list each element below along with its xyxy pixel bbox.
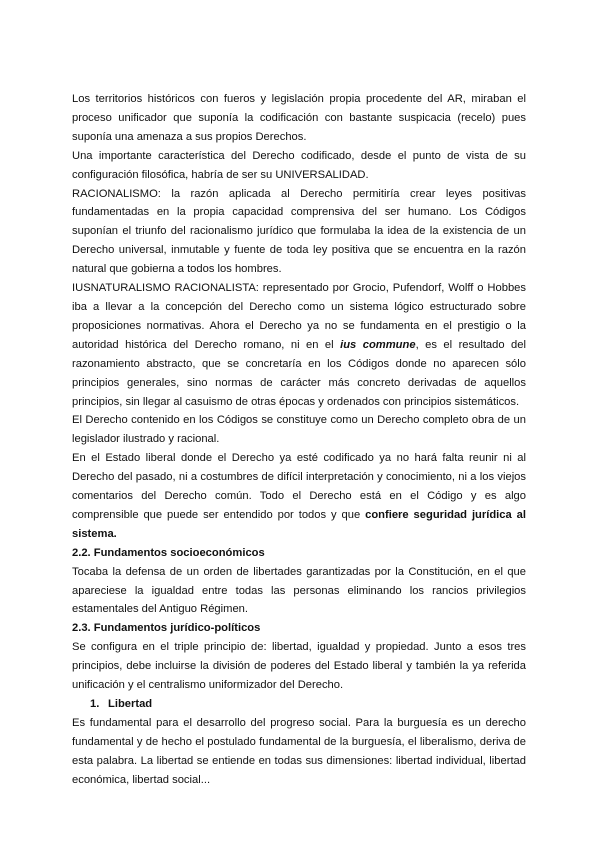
iusnaturalismo-text-a: IUSNATURALISMO RACIONALISTA: representado por Grocio, Pufendorf, Wolff o Hobbes iba a llevar a la concepción del Derecho como un sistema lógico estructurado sobre proposiciones normativas. Ahora el Derecho ya no se fundamenta en el prestigio o la autoridad histórica del Derecho romano, ni en el <box>72 282 526 351</box>
paragraph-universalidad: Una importante característica del Derecho codificado, desde el punto de vista de su configuración filosófica, habría de ser su UNIVERSALIDAD. <box>72 149 526 181</box>
heading-fundamentos-juridico-politicos: 2.3. Fundamentos jurídico-políticos <box>72 622 261 635</box>
seguridad-juridica-emphasis: confiere seguridad jurídica al sistema. <box>72 508 526 540</box>
paragraph-iusnaturalismo <box>72 279 526 411</box>
paragraph-libertades: Tocaba la defensa de un orden de libertades garantizadas por la Constitución, en el que apareciese la igualdad entre todas las personas eliminando los rancios privilegios estamentales del Antiguo Régimen. <box>72 565 526 616</box>
heading-libertad <box>72 695 526 714</box>
list-number: 1. <box>90 698 100 710</box>
iusnaturalismo-text-b: , es el resultado del razonamiento abstracto, que se concretaría en los Códigos donde no aparecen sólo principios generales, sino normas de carácter más concreto derivadas de aquellos principios, sin llegar al casuismo de otras épocas y ordenados con principios sistemáticos. <box>72 338 526 408</box>
estado-liberal-text: En el Estado liberal donde el Derecho ya esté codificado ya no hará falta reunir ni al Derecho del pasado, ni a costumbres de difícil interpretación y conocimiento, ni a los viejos comentarios del Derecho común. Todo el Derecho está en el Código y es algo comprensible que puede ser entendido por todos y que <box>72 452 526 521</box>
paragraph-estado-liberal <box>72 449 526 544</box>
ius-commune-term: ius commune <box>340 338 416 351</box>
heading-libertad-text: Libertad <box>108 698 153 710</box>
paragraph-racionalismo: RACIONALISMO: la razón aplicada al Derecho permitiría crear leyes positivas fundamentadas en la propia capacidad comprensiva del ser humano. Los Códigos suponían el triunfo del racionalismo jurídico que formulaba la idea de la existencia de un Derecho universal, inmutable y fuente de toda ley positiva que se encuentra en la razón natural que gobierna a todos los hombres. <box>72 187 526 276</box>
paragraph-derecho-completo: El Derecho contenido en los Códigos se constituye como un Derecho completo obra de un legislador ilustrado y racional. <box>72 414 526 446</box>
paragraph-triple-principio: Se configura en el triple principio de: libertad, igualdad y propiedad. Junto a esos tres principios, debe incluirse la división de poderes del Estado liberal y también la ya referida unificación y el centralismo uniformizador del Derecho. <box>72 641 526 692</box>
paragraph-libertad: Es fundamental para el desarrollo del progreso social. Para la burguesía es un derecho fundamental y de hecho el postulado fundamental de la burguesía, el liberalismo, deriva de esta palabra. La libertad se entiende en todas sus dimensiones: libertad individual, libertad económica, libertad social... <box>72 716 526 786</box>
heading-fundamentos-socioeconomicos: 2.2. Fundamentos socioeconómicos <box>72 546 265 559</box>
document-page <box>72 90 526 790</box>
paragraph-fueros: Los territorios históricos con fueros y legislación propia procedente del AR, miraban el proceso unificador que suponía la codificación con bastante suspicacia (recelo) pues suponía una amenaza a sus propios Derechos. <box>72 93 526 143</box>
